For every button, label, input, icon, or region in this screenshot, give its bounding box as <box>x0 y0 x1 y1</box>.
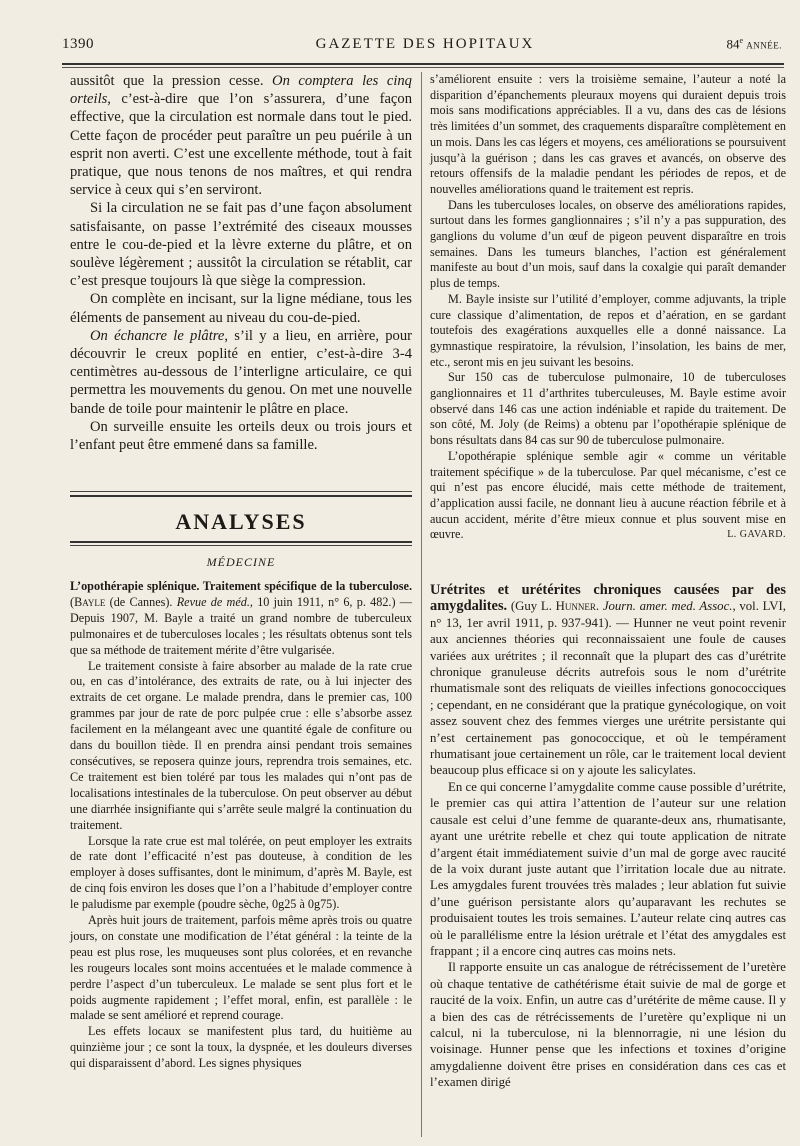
article-uretrites <box>430 582 786 1091</box>
header-rule-thin <box>62 67 784 68</box>
article-title: L’opothérapie splénique. Traitement spécifique de la tuberculose. <box>70 579 412 593</box>
paragraph: En ce qui concerne l’amygdalite comme cause possible d’urétrite, le premier cas qui attira l’attention de l’auteur sur une relation causale est celui d’une femme de quarante-deux ans, rhumatisante, ayant une urétrite rebelle et chez qui toute application de nitrate d’argent était immédiatement suivie d’un mal de gorge avec raucité de la voix durant juste autant que l’irritation locale due au nitrate. Les amygdales furent trouvées très malades ; leur ablation fut suivie d’une guérison persistante alors qu’auparavant les rechutes se produisaient toutes les trois semaines. L’auteur relate cinq autres cas où le parallélisme entre la lésion urétrale et l’état des amygdales est frappant ; il a encore cinq autres cas moins nets. <box>430 779 786 958</box>
year-word: ANNÉE. <box>746 40 782 51</box>
article-head <box>70 579 412 659</box>
year-number: 84 <box>726 36 740 52</box>
paragraph: Les effets locaux se manifestent plus tard, du huitième au quinzième jour ; ce sont la toux, la dyspnée, et les douleurs diverses qui disparaissent d’abord. Les signes physiques <box>70 1024 412 1071</box>
text: , vol. LVI, n° 13, 1er avril 1911, p. 937-941). — Hunner ne veut point revenir aux anciennes théories qui reconnaissaient une foule de causes variées aux urétrites ; il reconnaît que la plupart des cas d’urétrite chronique granuleuse décrits autrefois sous le nom d’urétrite rhumatismale sont des reliquats de vieilles infections gonococciques ; cependant, en ne considérant que la pratique gynécologique, on voit assez souvent chez des femmes vierges une urétrite persistante qui n’est certainement pas gonococcique, et où le tempérament rhumatisant joue certainement un rôle, car le traitement local devient beaucoup plus efficace si on y ajoute les salicylates. <box>430 599 786 778</box>
page-number: 1390 <box>62 36 94 52</box>
article-journal: Revue de méd. <box>176 594 250 609</box>
paragraph: On surveille ensuite les orteils deux ou trois jours et l’enfant peut être emmené dans sa famille. <box>70 418 412 454</box>
paragraph: On complète en incisant, sur la ligne médiane, tous les éléments de pansement au niveau du cou-de-pied. <box>70 291 412 326</box>
text: . <box>595 599 603 614</box>
article-author: Bayle <box>74 594 106 609</box>
paragraph: s’améliorent ensuite : vers la troisième semaine, l’auteur a noté la disparition d’épanchements pleuraux moyens qui duraient depuis trois mois sans modifications appréciables. Il a vu, dans des cas de lésions très limitées d’un sommet, des craquements disparaître complètement en un mois. Dans les cas légers et moyens, ces améliorations se poursuivent jusqu’à la guérison ; dans les cas graves et avancés, on observe des retours offensifs de la maladie pendant les périodes de repos, et de nouvelles améliorations quand le traitement est repris. <box>430 72 786 196</box>
emphasis: On comptera les cinq orteils <box>70 73 412 108</box>
section-subtitle: MÉDECINE <box>206 555 276 569</box>
section-rule <box>70 545 412 546</box>
paragraph: Si la circulation ne se fait pas d’une façon absolument satisfaisante, on passe l’extrémité des ciseaux mousses entre le cou-de-pied et la lèvre externe du plâtre, et on soulève légèrement ; aussitôt la circulation se rétablit, car c’est presque toujours là que siège la compression. <box>70 200 412 290</box>
article-title: Urétrites et urétérites chroniques causées par des amygdalites. <box>430 582 786 615</box>
article-journal: Journ. amer. med. Assoc. <box>602 599 733 614</box>
emphasis: On échancre le plâtre <box>90 327 225 344</box>
paragraph <box>430 449 786 543</box>
paragraph <box>70 327 412 418</box>
page-header <box>62 36 788 60</box>
text: , c’est-à-dire que l’on s’assurera, d’une façon effective, que la circulation est normale dans tout le pied. Cette façon de procéder peut paraître un peu puérile à un esprit non averti. C’est une excellente méthode, tout à fait pratique, que nous tenons de nos maîtres, et qui rendra service à ceux qui s’en serviront. <box>70 91 412 199</box>
year-label <box>726 36 782 52</box>
paragraph <box>70 72 412 199</box>
paragraph: Il rapporte ensuite un cas analogue de rétrécissement de l’uretère où chaque tentative de cathétérisme était suivie de mal de gorge et raucité de la voix. Enfin, un autre cas d’urétérite de même cause. Il y a bien des cas de rétrécissements de l’uretère qu’explique ni un calcul, ni la tuberculose, ni la blennorragie, ni une lésion du voisinage. Hunner pense que les infections et toxines d’origine amygdalienne doivent être prises en considération dans ces cas et l’examen dirigé <box>430 960 786 1090</box>
header-rule-thick <box>62 63 784 65</box>
text: ( <box>70 594 75 609</box>
text: , 10 juin 1911, n° 6, p. 482.) — Depuis 1907, M. Bayle a traité un grand nombre de tuberculeux pulmonaires et de tuberculoses locales ; les résultats obtenus sont tels que sa méthode de traitement mérite d’être vulgarisée. <box>70 594 412 657</box>
article-head <box>430 582 786 779</box>
paragraph: Sur 150 cas de tuberculose pulmonaire, 10 de tuberculoses ganglionnaires et 11 d’arthrites tuberculeuses, M. Bayle estime avoir observé dans 146 cas une action indéniable et rapide du traitement. De son côté, M. Joly (de Reims) a obtenu par l’opothérapie splénique de bons résultats dans 84 cas sur 90 de tuberculose pulmonaire. <box>430 370 786 448</box>
text: (Guy L. <box>507 599 556 614</box>
text: (de Cannes). <box>105 594 177 609</box>
paragraph: Après huit jours de traitement, parfois même après trois ou quatre jours, on constate une modification de l’état général : la teinte de la peau est plus rose, les muqueuses sont plus colorées, et en revanche les rougeurs locales sont moins accentuées et le malade commence à perdre l’aspect d’un tuberculeux. Le malade se sent plus fort et le poids augmente rapidement ; l’effet moral, enfin, est parallèle : le malade se sent amélioré et reprend courage. <box>70 913 412 1023</box>
section-rule <box>70 541 412 543</box>
year-suffix: e <box>739 36 743 45</box>
section-rule <box>70 495 412 497</box>
journal-title: GAZETTE DES HOPITAUX <box>315 36 535 52</box>
signature: L. GAVARD. <box>727 529 786 541</box>
section-title: ANALYSES <box>175 509 307 534</box>
column-divider <box>421 72 422 1137</box>
paragraph: Dans les tuberculoses locales, on observe des améliorations rapides, surtout dans les formes ganglionnaires ; s’il n’y a pas suppuration, des ganglions du volume d’un œuf de pigeon peuvent disparaître en trois semaines. Dans les tumeurs blanches, l’action est généralement manifeste au bout d’un mois, sauf dans la coxalgie qui paraît demander plus de temps. <box>430 197 786 291</box>
article-author: Hunner <box>555 599 596 614</box>
left-column-top <box>70 72 412 454</box>
article-opotherapie-continued <box>430 72 786 543</box>
section-rule <box>70 491 412 492</box>
paragraph: Lorsque la rate crue est mal tolérée, on peut employer les extraits de rate dont l’efficacité n’est pas douteuse, à condition de les employer à doses suffisantes, dont le minimum, d’après M. Bayle, est de cinq fois environ les doses que l’on a l’habitude d’employer contre le paludisme par exemple (poudre sèche, 0g25 à 0g75). <box>70 833 412 912</box>
paragraph: M. Bayle insiste sur l’utilité d’employer, comme adjuvants, la triple cure classique d’alimentation, de repos et d’aération, en se gardant toutefois des exagérations auxquelles elle a donné naissance. La gymnastique respiratoire, la révulsion, l’insolation, les bains de mer, etc., seront mis en jeu suivant les besoins. <box>430 291 786 369</box>
text: , s’il y a lieu, en arrière, pour découvrir le creux poplité en entier, c’est-à-dire 3-4 centimètres au-dessous de l’interligne articulaire, ce qui permettra les mouvements du genou. On met une nouvelle bande de toile pour maintenir le plâtre en place. <box>70 327 412 417</box>
paragraph: Le traitement consiste à faire absorber au malade de la rate crue ou, en cas d’intolérance, des extraits de rate, ou à lui injecter des extraits de cet organe. Le malade prendra, dans le premier cas, 100 grammes par jour de rate de porc pulpée crue : elle s’absorbe assez facilement en la mélangeant avec une quantité égale de confiture ou dans du bouillon tiède. Il en prendra ainsi pendant trois semaines consécutives, se reposera quinze jours, reprendra trois semaines, etc. Ce traitement est bien toléré par tous les malades qui n’ont pas de localisations intestinales de la tuberculose. On peut observer au début une diarrhée insignifiante qui s’arrête seule malgré la continuation du traitement. <box>70 658 412 832</box>
text: aussitôt que la pression cesse. <box>70 73 273 89</box>
text: L’opothérapie splénique semble agir « comme un véritable traitement spécifique » de la tuberculose. Par quel mécanisme, c’est ce qui n’est pas encore élucidé, mais cette méthode de traitement, d’application aussi facile, ne donnant lieu à aucune réaction fébrile et à aucun accident, mérite d’être mieux connue et plus souvent mise en œuvre. <box>430 448 786 542</box>
article-opotherapie <box>70 579 412 1072</box>
